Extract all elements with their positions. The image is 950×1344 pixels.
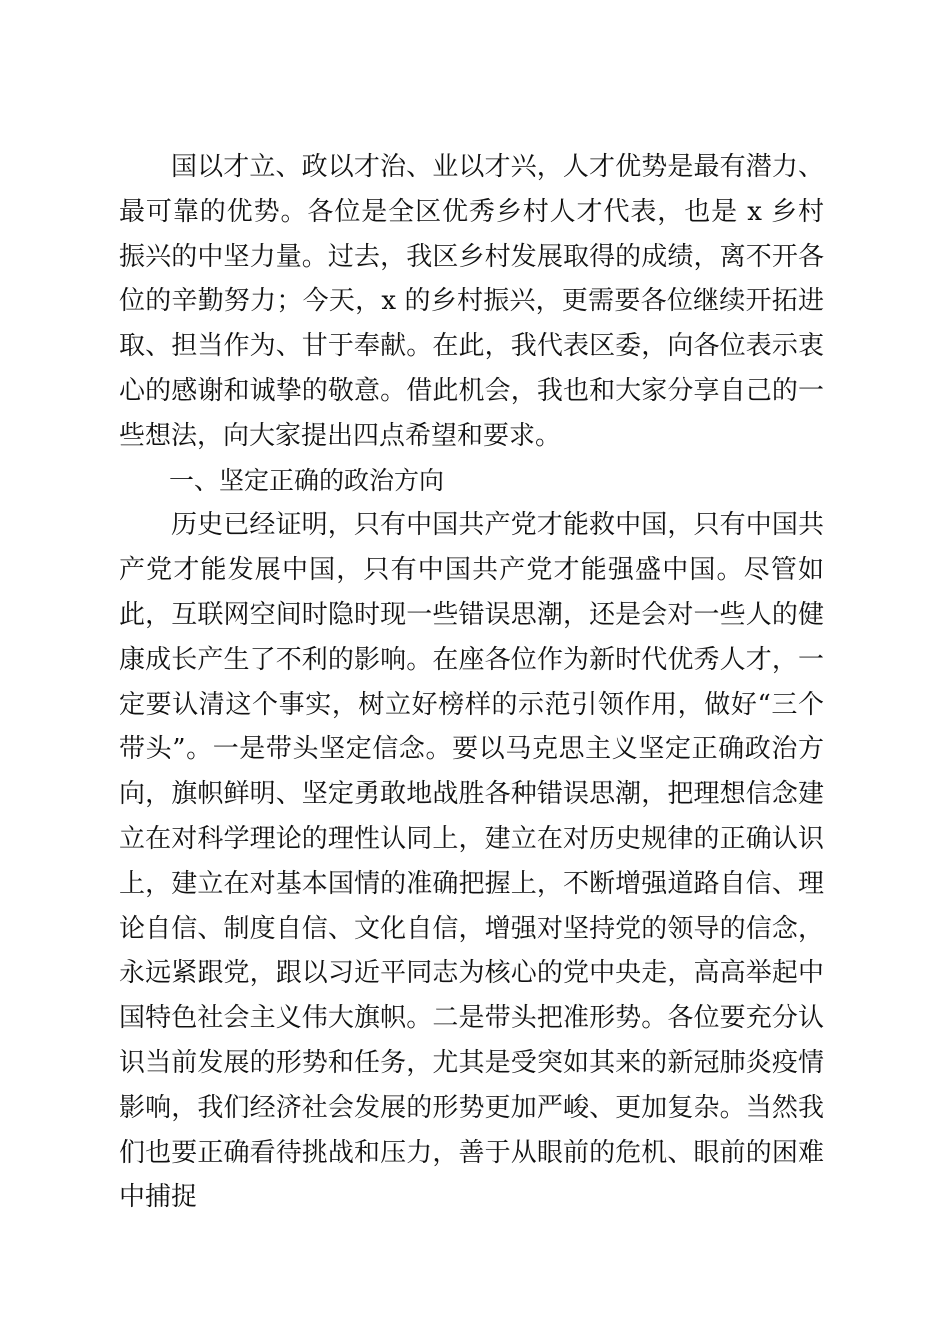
paragraph-intro: 国以才立、政以才治、业以才兴，人才优势是最有潜力、最可靠的优势。各位是全区优秀乡村人才代表，也是 x 乡村振兴的中坚力量。过去，我区乡村发展取得的成绩，离不开各位的辛勤努力；今天，x 的乡村振兴，更需要各位继续开拓进取、担当作为、甘于奉献。在此，我代表区委，向各位表示衷心的感谢和诚挚的敬意。借此机会，我也和大家分享自己的一些想法，向大家提出四点希望和要求。 [119, 152, 824, 451]
document-body [119, 145, 824, 1220]
paragraph-section-1: 历史已经证明，只有中国共产党才能救中国，只有中国共产党才能发展中国，只有中国共产党才能强盛中国。尽管如此，互联网空间时隐时现一些错误思潮，还是会对一些人的健康成长产生了不利的影响。在座各位作为新时代优秀人才，一定要认清这个事实，树立好榜样的示范引领作用，做好“三个带头”。一是带头坚定信念。要以马克思主义坚定正确政治方向，旗帜鲜明、坚定勇敢地战胜各种错误思潮，把理想信念建立在对科学理论的理性认同上，建立在对历史规律的正确认识上，建立在对基本国情的准确把握上，不断增强道路自信、理论自信、制度自信、文化自信，增强对坚持党的领导的信念，永远紧跟党，跟以习近平同志为核心的党中央走，高高举起中国特色社会主义伟大旗帜。二是带头把准形势。各位要充分认识当前发展的形势和任务，尤其是受突如其来的新冠肺炎疫情影响，我们经济社会发展的形势更加严峻、更加复杂。当然我们也要正确看待挑战和压力，善于从眼前的危机、眼前的困难中捕捉 [119, 510, 824, 1213]
section-heading-1: 一、坚定正确的政治方向 [169, 465, 445, 495]
